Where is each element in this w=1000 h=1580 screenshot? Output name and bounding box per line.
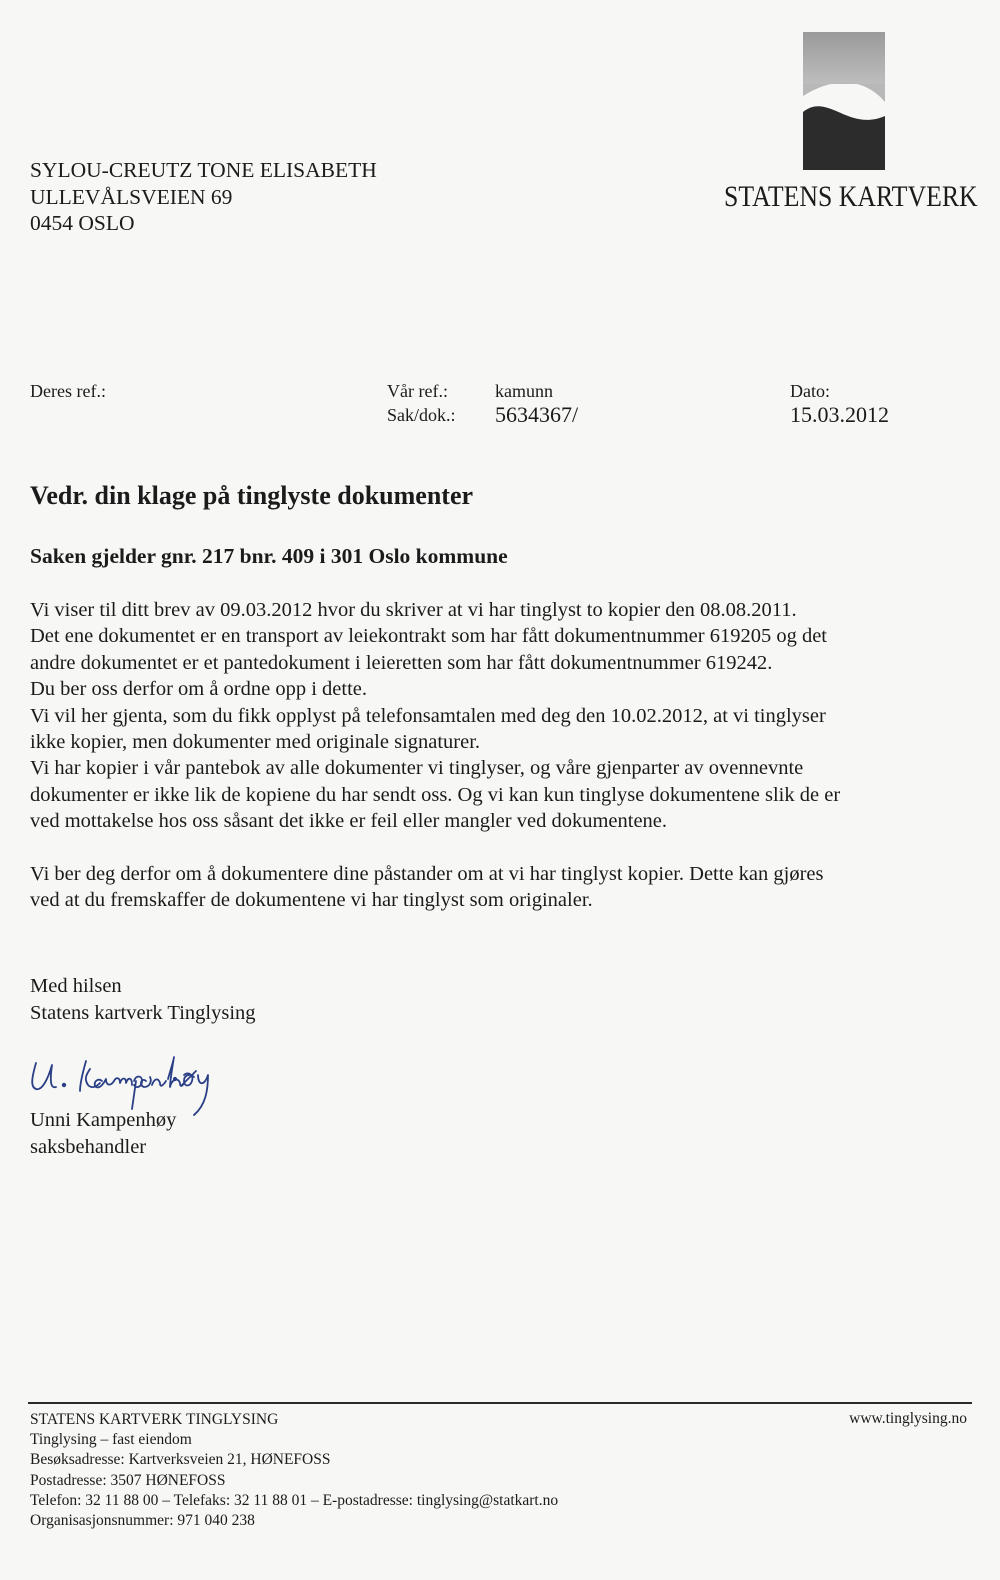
sak-dok-value: 5634367/ (495, 402, 579, 427)
recipient-name: SYLOU-CREUTZ TONE ELISABETH (30, 158, 377, 182)
footer-divider (28, 1402, 972, 1404)
deres-ref-label: Deres ref.: (30, 381, 106, 401)
closing-block (30, 973, 256, 1026)
sender-brand-name: STATENS KARTVERK (724, 180, 978, 213)
closing-organization: Statens kartverk Tinglysing (30, 1001, 256, 1024)
statens-kartverk-wave-logo-icon (803, 32, 885, 170)
dato-value: 15.03.2012 (790, 402, 889, 427)
footer-org-number: Organisasjonsnummer: 971 040 238 (30, 1512, 255, 1530)
recipient-city: 0454 OSLO (30, 211, 135, 235)
signer-block (30, 1107, 176, 1160)
footer-org: STATENS KARTVERK TINGLYSING (30, 1411, 279, 1428)
letter-subheading: Saken gjelder gnr. 217 bnr. 409 i 301 Oslo kommune (30, 544, 508, 568)
var-ref-label: Vår ref.: (387, 381, 448, 401)
body-line: ved at du fremskaffer de dokumentene vi har tinglyst som originaler. (30, 889, 593, 912)
body-line: ikke kopier, men dokumenter med originale signaturer. (30, 731, 481, 754)
body-line: Vi ber deg derfor om å dokumentere dine påstander om at vi har tinglyst kopier. Dette kan gjøres (30, 862, 824, 885)
var-ref-value: kamunn (495, 381, 553, 401)
footer-website: www.tinglysing.no (849, 1410, 967, 1427)
footer-visit-address: Besøksadresse: Kartverksveien 21, HØNEFOSS (30, 1451, 331, 1469)
footer-postal-address: Postadresse: 3507 HØNEFOSS (30, 1471, 226, 1489)
footer-block (30, 1410, 558, 1531)
body-line: andre dokumentet er et pantedokument i leieretten som har fått dokumentnummer 619242. (30, 651, 773, 674)
footer-contact: Telefon: 32 11 88 00 – Telefaks: 32 11 88 01 – E-postadresse: tinglysing@statkart.no (30, 1491, 559, 1509)
body-line: dokumenter er ikke lik de kopiene du har sendt oss. Og vi kan kun tinglyse dokumentene slik de er (30, 783, 841, 806)
signer-title: saksbehandler (30, 1135, 147, 1158)
body-line: Vi vil her gjenta, som du fikk opplyst på telefonsamtalen med deg den 10.02.2012, at vi tinglyser (30, 704, 826, 727)
footer-dept: Tinglysing – fast eiendom (30, 1431, 192, 1449)
recipient-street: ULLEVÅLSVEIEN 69 (30, 184, 233, 209)
sak-dok-label: Sak/dok.: (387, 405, 456, 425)
body-line: Det ene dokumentet er en transport av leiekontrakt som har fått dokumentnummer 619205 og det (30, 625, 827, 648)
body-line: Du ber oss derfor om å ordne opp i dette. (30, 678, 368, 701)
signer-name: Unni Kampenhøy (30, 1109, 177, 1131)
closing-greeting: Med hilsen (30, 975, 122, 997)
body-line: Vi har kopier i vår pantebok av alle dokumenter vi tinglyser, og våre gjenparter av ovennevnte (30, 757, 804, 780)
body-line: Vi viser til ditt brev av 09.03.2012 hvor du skriver at vi har tinglyst to kopier den 08.08.2011. (30, 599, 797, 621)
body-line: ved mottakelse hos oss såsant det ikke er feil eller mangler ved dokumentene. (30, 810, 668, 833)
recipient-address (30, 157, 377, 237)
letter-body (30, 597, 980, 913)
dato-label: Dato: (790, 381, 830, 401)
letter-heading: Vedr. din klage på tinglyste dokumenter (30, 481, 474, 510)
